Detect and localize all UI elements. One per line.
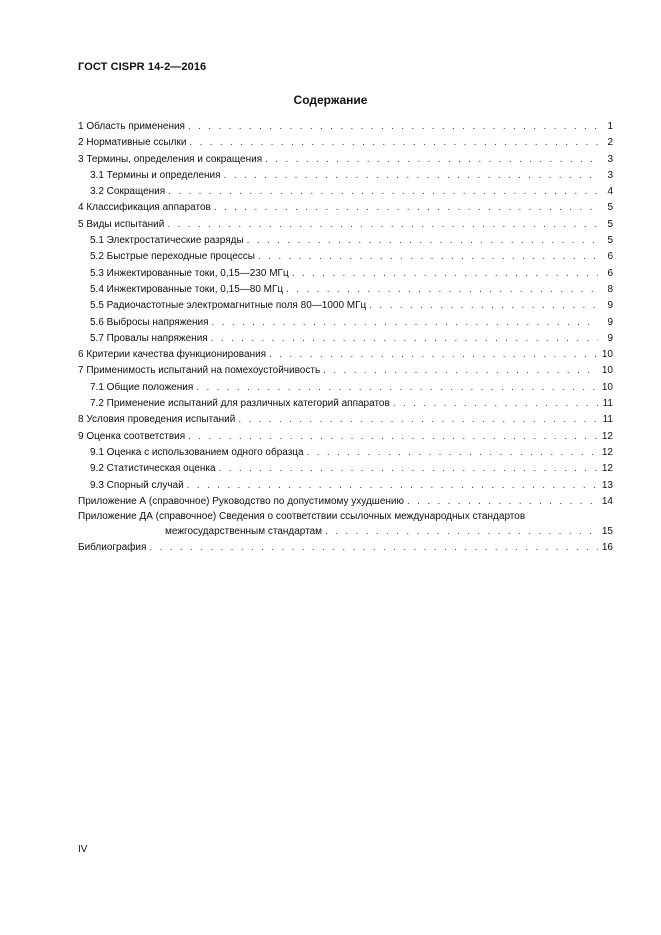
dot-leader (247, 233, 598, 249)
toc-entry-annex-da-continuation[interactable] (78, 524, 613, 540)
dot-leader (187, 478, 598, 494)
toc-entry-title: Приложение А (справочное) Руководство по допустимому ухудшению (78, 495, 404, 507)
document-header: ГОСТ CISPR 14-2—2016 (78, 61, 207, 73)
toc-entry-page: 6 (607, 251, 613, 263)
toc-entry-title: 9.2 Статистическая оценка (90, 463, 216, 475)
toc-entry-annex-a[interactable] (78, 494, 613, 510)
toc-entry-7[interactable] (78, 363, 613, 379)
toc-entry-7-2[interactable] (78, 396, 613, 412)
toc-entry-page: 4 (607, 186, 613, 198)
dot-leader (265, 152, 598, 168)
toc-entry-title: 5.5 Радиочастотные электромагнитные поля 80—1000 МГц (90, 300, 367, 312)
toc-entry-4[interactable] (78, 200, 613, 216)
toc-entry-page: 11 (602, 414, 613, 426)
toc-entry-title: 5.3 Инжектированные токи, 0,15—230 МГц (90, 267, 289, 279)
toc-entry-6[interactable] (78, 347, 613, 363)
toc-entry-page: 5 (607, 202, 613, 214)
toc-entry-title: 5.6 Выбросы напряжения (90, 316, 209, 328)
toc-entry-title: 9.3 Спорный случай (90, 479, 184, 491)
toc-entry-page: 5 (607, 235, 613, 247)
toc-entry-page: 13 (601, 479, 613, 491)
toc-entry-2[interactable] (78, 135, 613, 151)
toc-entry-page: 1 (607, 121, 613, 132)
toc-entry-1[interactable] (78, 119, 613, 135)
toc-entry-page: 12 (601, 446, 613, 458)
dot-leader (188, 119, 598, 135)
toc-entry-page: 9 (607, 316, 613, 328)
toc-entry-title: 3.1 Термины и определения (90, 169, 221, 181)
dot-leader (393, 396, 598, 412)
toc-entry-page: 3 (607, 153, 613, 165)
dot-leader (219, 461, 598, 477)
toc-entry-page: 12 (601, 430, 613, 442)
toc-entry-title: 1 Область применения (78, 121, 185, 132)
toc-entry-page: 2 (607, 137, 613, 149)
toc-entry-7-1[interactable] (78, 380, 613, 396)
toc-entry-title: 5.2 Быстрые переходные процессы (90, 251, 255, 263)
toc-entry-page: 8 (607, 283, 613, 295)
dot-leader (369, 298, 598, 314)
toc-entry-title: 6 Критерии качества функционирования (78, 349, 267, 361)
toc-entry-title: 5.4 Инжектированные токи, 0,15—80 МГц (90, 283, 284, 295)
toc-entry-3[interactable] (78, 152, 613, 168)
toc-entry-page: 10 (601, 381, 613, 393)
toc-entry-page: 3 (607, 169, 613, 181)
dot-leader (238, 412, 598, 428)
dot-leader (325, 524, 598, 540)
toc-entry-page: 9 (607, 300, 613, 312)
toc-entry-page: 14 (601, 495, 613, 507)
toc-entry-5[interactable] (78, 217, 613, 233)
toc-entry-page: 6 (607, 267, 613, 279)
dot-leader (224, 168, 598, 184)
toc-entry-3-2[interactable] (78, 184, 613, 200)
toc-entry-title: Приложение ДА (справочное) Сведения о соответствии ссылочных международных стандартов (78, 511, 526, 523)
dot-leader (258, 249, 598, 265)
toc-entry-title: 2 Нормативные ссылки (78, 137, 187, 149)
dot-leader (323, 363, 598, 379)
toc-entry-5-5[interactable] (78, 298, 613, 314)
toc-entry-5-1[interactable] (78, 233, 613, 249)
toc-entry-page: 10 (601, 365, 613, 377)
dot-leader (196, 380, 598, 396)
dot-leader (168, 184, 598, 200)
table-of-contents (78, 119, 613, 557)
dot-leader (212, 315, 599, 331)
toc-entry-title: Библиография (78, 542, 147, 554)
toc-entry-page: 5 (607, 218, 613, 230)
toc-entry-title: 5.1 Электростатические разряды (90, 235, 244, 247)
toc-entry-page: 12 (601, 463, 613, 475)
toc-entry-title: 5.7 Провалы напряжения (90, 332, 208, 344)
toc-entry-annex-da[interactable] (78, 510, 613, 524)
toc-entry-page: 10 (601, 349, 613, 361)
toc-entry-page: 9 (607, 332, 613, 344)
dot-leader (167, 217, 598, 233)
dot-leader (188, 429, 598, 445)
toc-entry-8[interactable] (78, 412, 613, 428)
toc-entry-9-2[interactable] (78, 461, 613, 477)
toc-entry-5-2[interactable] (78, 249, 613, 265)
toc-entry-5-6[interactable] (78, 315, 613, 331)
toc-entry-title: 8 Условия проведения испытаний (78, 414, 236, 426)
toc-entry-page: 15 (601, 526, 613, 538)
page-number: IV (78, 844, 88, 855)
dot-leader (307, 445, 598, 461)
toc-entry-title: 9 Оценка соответствия (78, 430, 186, 442)
toc-entry-title: 3 Термины, определения и сокращения (78, 153, 263, 165)
dot-leader (211, 331, 598, 347)
dot-leader (292, 266, 598, 282)
toc-entry-title: 3.2 Сокращения (90, 186, 166, 198)
toc-entry-page: 11 (602, 398, 613, 410)
toc-entry-page: 16 (601, 542, 613, 554)
dot-leader (189, 135, 598, 151)
toc-entry-title: 5 Виды испытаний (78, 218, 165, 230)
toc-entry-9-3[interactable] (78, 478, 613, 494)
dot-leader (149, 540, 598, 556)
toc-entry-title: 7.1 Общие положения (90, 381, 194, 393)
toc-entry-9[interactable] (78, 429, 613, 445)
toc-entry-title: 7 Применимость испытаний на помехоустойчивость (78, 365, 321, 377)
dot-leader (286, 282, 598, 298)
toc-entry-3-1[interactable] (78, 168, 613, 184)
toc-entry-5-4[interactable] (78, 282, 613, 298)
toc-entry-title: 4 Классификация аппаратов (78, 202, 211, 214)
toc-entry-title-continuation: межгосударственным стандартам (165, 526, 323, 538)
toc-entry-5-3[interactable] (78, 266, 613, 282)
dot-leader (407, 494, 598, 510)
toc-heading: Содержание (293, 93, 368, 107)
toc-entry-bibliography[interactable] (78, 540, 613, 556)
toc-entry-5-7[interactable] (78, 331, 613, 347)
toc-entry-title: 7.2 Применение испытаний для различных категорий аппаратов (90, 398, 390, 410)
dot-leader (214, 200, 598, 216)
toc-entry-9-1[interactable] (78, 445, 613, 461)
dot-leader (269, 347, 598, 363)
toc-entry-title: 9.1 Оценка с использованием одного образца (90, 446, 304, 458)
